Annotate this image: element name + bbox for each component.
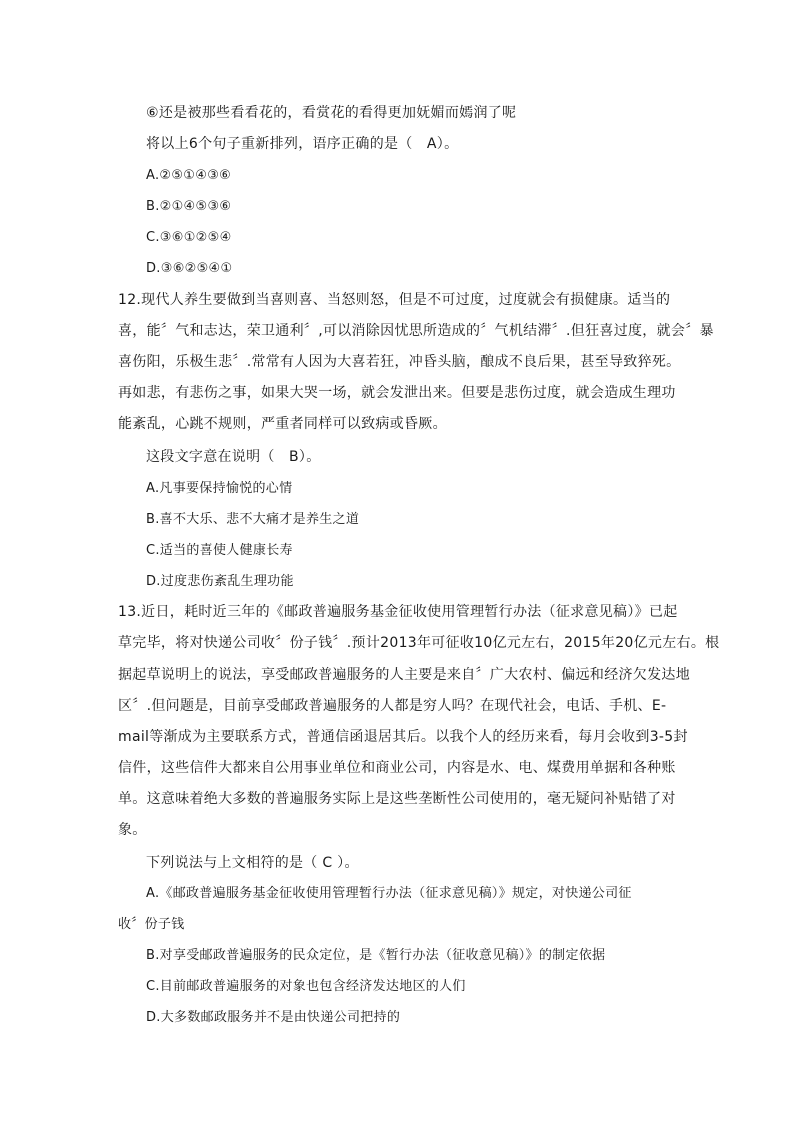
- q13-option-b: B.对享受邮政普遍服务的民众定位，是《暂行办法（征收意见稿）》的制定依据: [146, 948, 606, 963]
- q12-stem-line: 能紊乱，心跳不规则，严重者同样可以致病或昏厥。: [118, 416, 447, 432]
- q12-stem-line: 12.现代人养生要做到当喜则喜、当怒则怒，但是不可过度，过度就会有损健康。适当的: [118, 292, 671, 308]
- q12-stem-line: 喜伤阳，乐极生悲〞.常常有人因为大喜若狂，冲昏头脑，酿成不良后果，甚至导致猝死。: [118, 354, 681, 370]
- q11-option-d: D.③⑥②⑤④①: [146, 261, 233, 276]
- q12-stem-line: 喜，能〞气和志达，荣卫通利〞,可以消除因忧思所造成的〞气机结滞〞.但狂喜过度，就会〞暴: [118, 323, 714, 339]
- q13-stem-line: mail等渐成为主要联系方式，普通信函退居其后。以我个人的经历来看，每月会收到3-5封: [118, 729, 688, 745]
- q13-option-a-line: A.《邮政普遍服务基金征收使用管理暂行办法（征求意见稿）》规定，对快递公司征: [146, 886, 632, 901]
- q13-option-c: C.目前邮政普遍服务的对象也包含经济发达地区的人们: [146, 979, 466, 994]
- q13-stem-line: 13.近日，耗时近三年的《邮政普遍服务基金征收使用管理暂行办法（征求意见稿）》已起: [118, 604, 678, 620]
- q13-prompt: 下列说法与上文相符的是（ C ）。: [146, 855, 359, 871]
- q13-stem-line: 草完毕，将对快递公司收〞份子钱〞.预计2013年可征收10亿元左右，2015年20亿元左右。根: [118, 635, 720, 651]
- q13-option-d: D.大多数邮政服务并不是由快递公司把持的: [146, 1010, 401, 1025]
- q13-stem-line: 区〞.但问题是，目前享受邮政普遍服务的人都是穷人吗？在现代社会，电话、手机、E-: [118, 698, 667, 714]
- q12-stem-line: 再如悲，有悲伤之事，如果大哭一场，就会发泄出来。但要是悲伤过度，就会造成生理功: [118, 385, 676, 401]
- q12-option-c: C.适当的喜使人健康长寿: [146, 543, 293, 558]
- q13-option-a-line: 收〞份子钱: [118, 917, 185, 932]
- q13-stem-line: 信件，这些信件大都来自公用事业单位和商业公司，内容是水、电、煤费用单据和各种账: [118, 760, 676, 776]
- q13-stem-line: 据起草说明上的说法，享受邮政普遍服务的人主要是来自〞广大农村、偏远和经济欠发达地: [118, 667, 690, 683]
- q11-prompt: 将以上6个句子重新排列，语序正确的是（ A）。: [146, 136, 459, 152]
- q11-option-b: B.②①④⑤③⑥: [146, 199, 232, 214]
- q11-option-a: A.②⑤①④③⑥: [146, 168, 232, 183]
- q12-prompt: 这段文字意在说明（ B）。: [146, 449, 321, 465]
- q12-option-d: D.过度悲伤紊乱生理功能: [146, 574, 294, 589]
- q11-option-c: C.③⑥①②⑤④: [146, 230, 232, 245]
- q11-sentence-6: ⑥还是被那些看看花的，看赏花的看得更加妩媚而嫣润了呢: [146, 105, 517, 121]
- q12-option-a: A.凡事要保持愉悦的心情: [146, 481, 293, 496]
- q12-option-b: B.喜不大乐、悲不大痛才是养生之道: [146, 512, 360, 527]
- q13-stem-line: 单。这意味着绝大多数的普遍服务实际上是这些垄断性公司使用的，毫无疑问补贴错了对: [118, 791, 676, 807]
- q13-stem-line: 象。: [118, 822, 147, 838]
